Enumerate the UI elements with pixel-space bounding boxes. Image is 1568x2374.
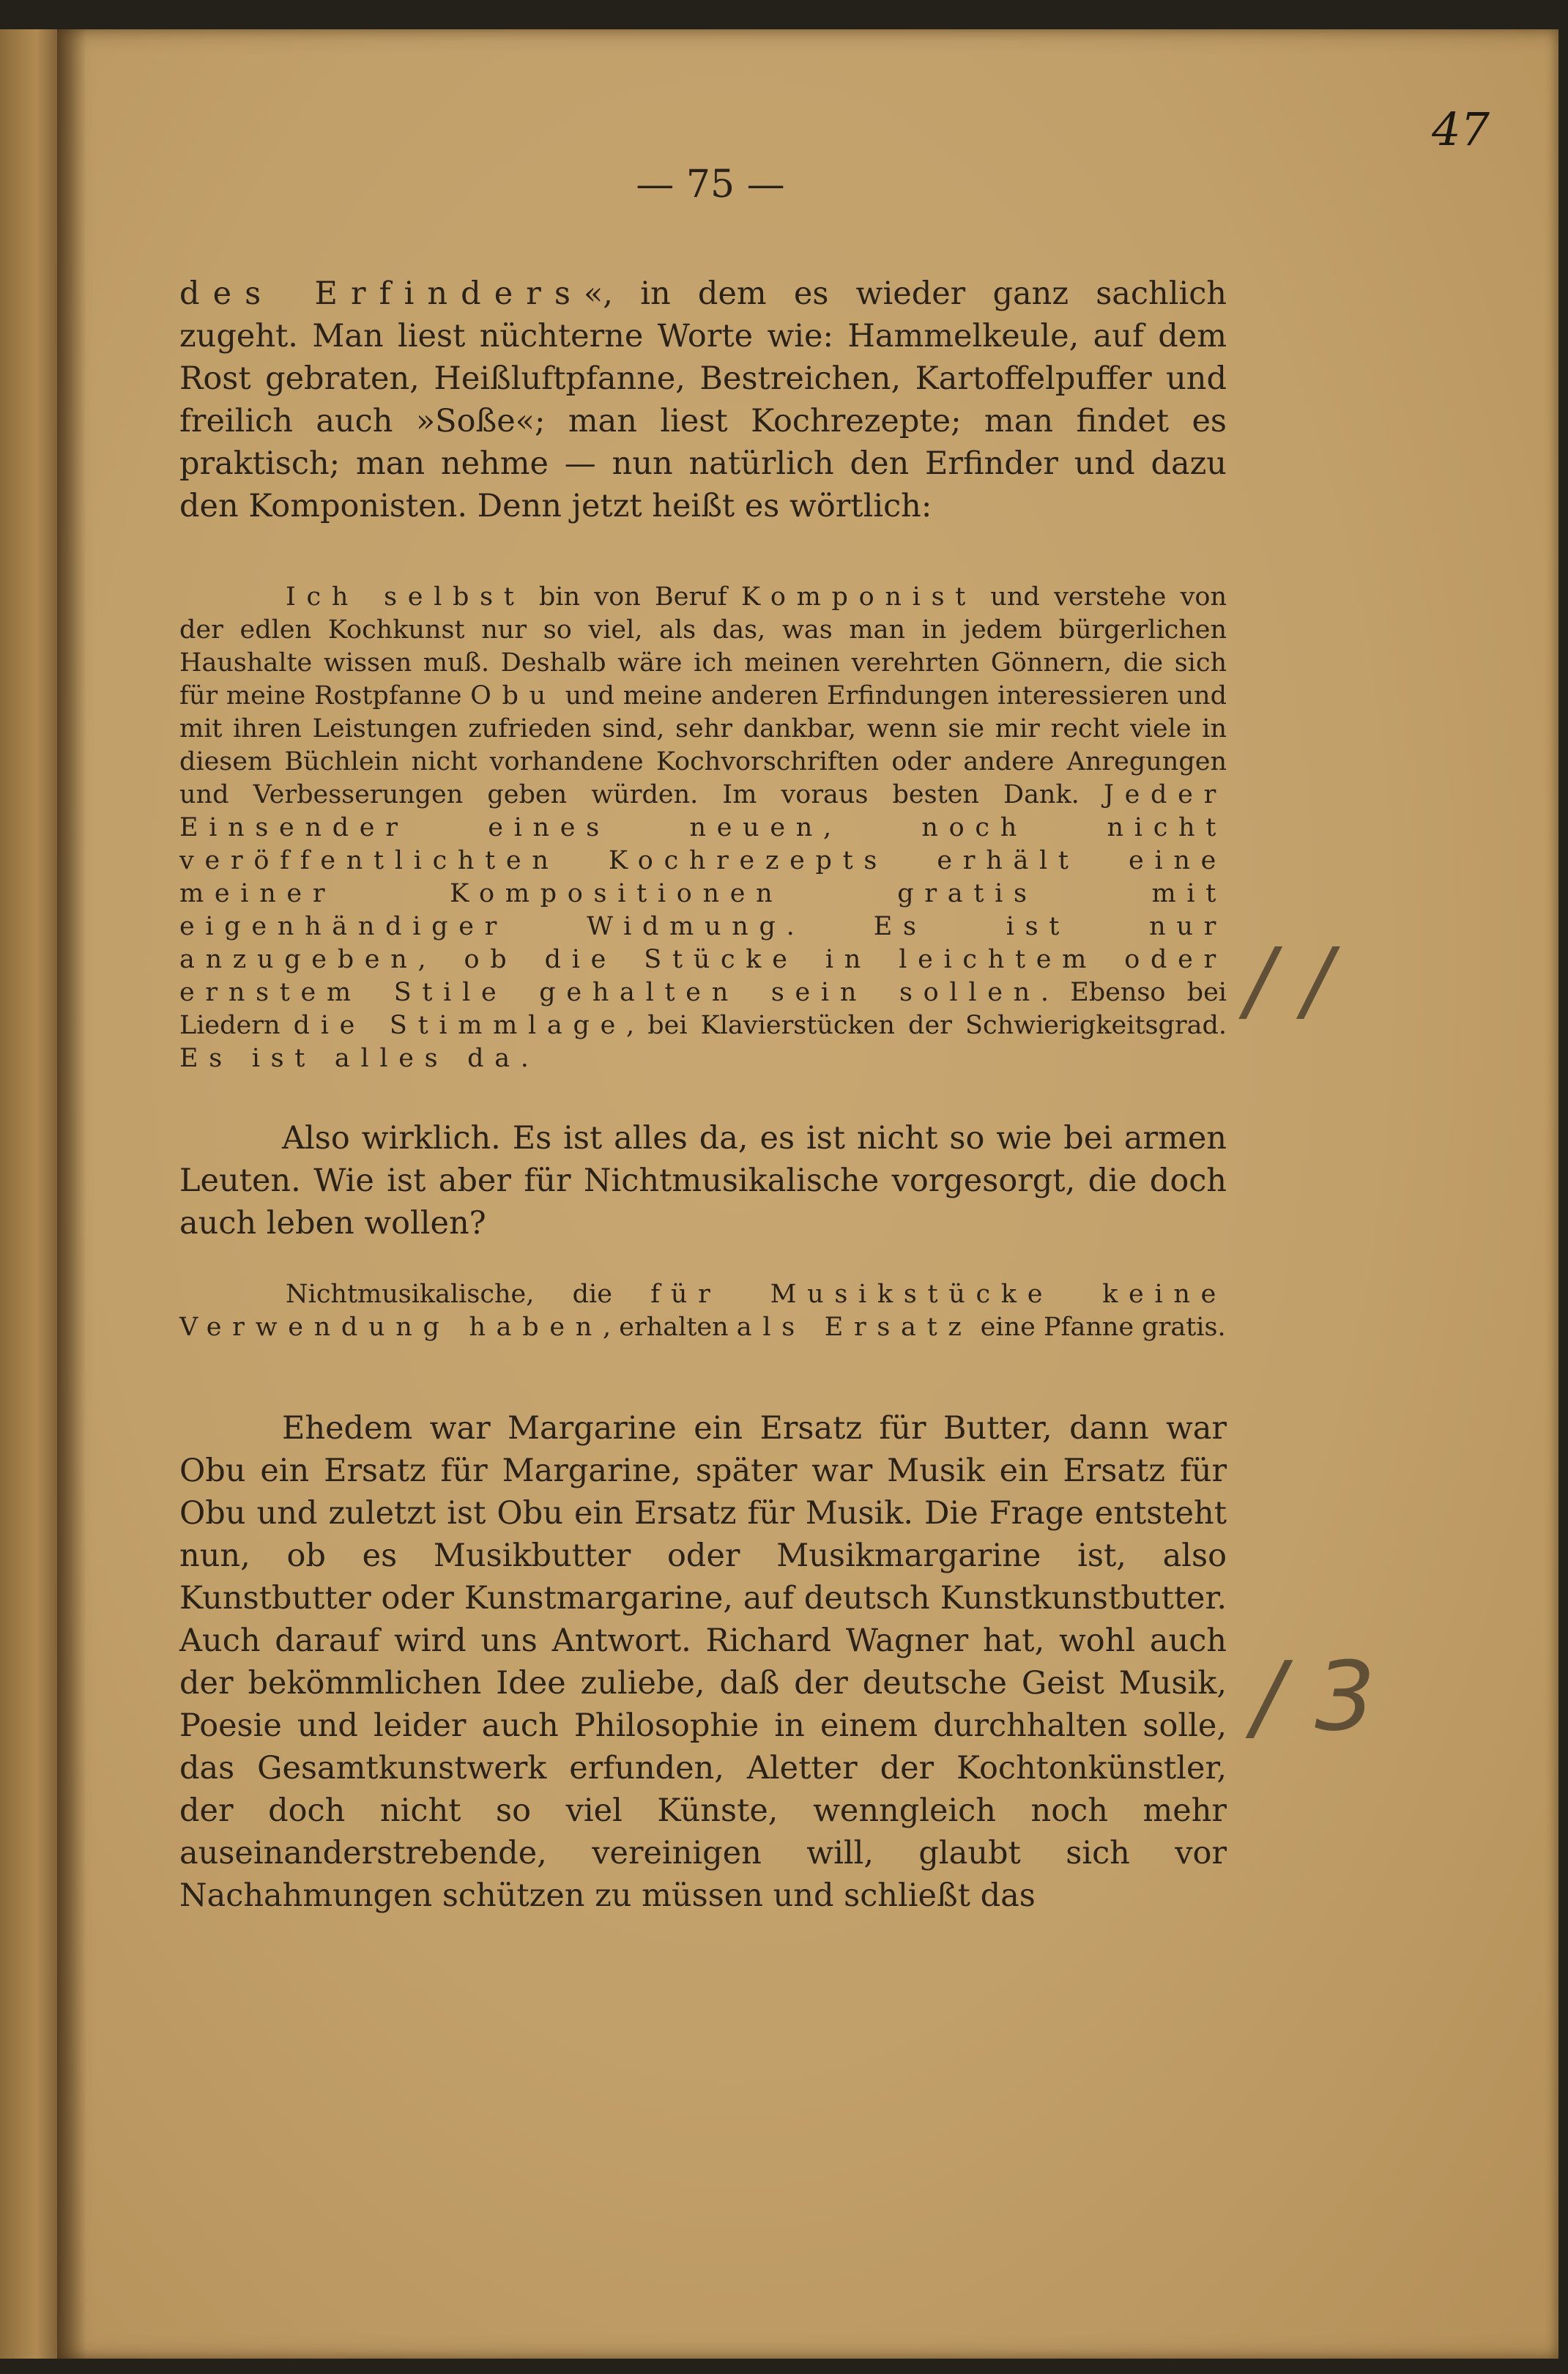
paragraph-also-wirklich: Also wirklich. Es ist alles da, es ist nicht so wie bei armen Leuten. Wie ist aber für Nichtmusikalische vorgesorgt, die doch auch leben wollen?	[179, 1120, 1227, 1242]
note-nichtmusikalische	[179, 1278, 1227, 1344]
quote-text-6: und meine anderen Erfindungen interessieren und mit ihren Leistungen zufrieden sind, sehr dankbar, wenn sie mir recht viele in diesem Büchlein nicht vorhandene Kochvorschriften oder andere Anregungen und Verbesserungen geben würden. Im voraus besten Dank.	[179, 681, 1227, 809]
quote-spaced-7: Jeder Einsender eines neuen, noch nicht veröffentlichten Kochrezepts erhält eine meiner Kompositionen gratis mit eigenhändiger Widmung.	[179, 780, 1227, 941]
intro-spaced-lead: des Erfinders	[179, 275, 584, 312]
quotation-block	[179, 581, 1227, 1075]
quote-text-12: , bei Klavierstücken der Schwierigkeitsgrad.	[626, 1011, 1227, 1040]
note-spaced-b: für Musikstücke keine Verwendung haben	[179, 1280, 1227, 1342]
spine-shadow	[57, 29, 86, 2359]
quote-spaced-9: Es ist nur anzugeben, ob die Stücke in leichtem oder ernstem Stile gehalten sein sollen	[179, 912, 1227, 1007]
intro-paragraph	[179, 272, 1227, 527]
pencil-margin-mark-1: / /	[1245, 930, 1333, 1032]
quote-spaced-3: Komponist	[740, 582, 976, 612]
quote-text-8	[805, 912, 873, 941]
quote-spaced-11: die Stimmlage	[293, 1011, 626, 1040]
quote-text-2: bin von Beruf	[524, 582, 741, 612]
quote-spaced-5: Obu	[470, 681, 557, 711]
archive-folio-mark: 47	[1432, 103, 1490, 156]
note-text-e: eine Pfanne gratis.	[972, 1313, 1226, 1342]
previous-page-edge	[0, 29, 66, 2359]
intro-text: «, in dem es wieder ganz sachlich zugeht. Man liest nüchterne Worte wie: Hammelkeule, auf dem Rost gebraten, Heißluftpfanne, Bestreichen, Kartoffelpuffer und freilich auch »Soße«; man liest Kochrezepte; man findet es praktisch; man nehme — nun natürlich den Erfinder und dazu den Komponisten. Denn jetzt heißt es wörtlich:	[179, 275, 1227, 524]
note-text-c: , erhalten	[603, 1313, 737, 1342]
page-number: — 75 —	[636, 163, 785, 207]
note-text-a: Nichtmusikalische, die	[286, 1280, 651, 1309]
quote-spaced-1: Ich selbst	[286, 582, 525, 612]
note-spaced-d: als Ersatz	[736, 1313, 973, 1342]
paragraph-ehedem: Ehedem war Margarine ein Ersatz für Butter, dann war Obu ein Ersatz für Margarine, später war Musik ein Ersatz für Obu und zuletzt ist Obu ein Ersatz für Musik. Die Frage entsteht nun, ob es Musikbutter oder Musikmargarine ist, also Kunstbutter oder Kunstmargarine, auf deutsch Kunstkunstbutter. Auch darauf wird uns Antwort. Richard Wagner hat, wohl auch der bekömmlichen Idee zuliebe, daß der deutsche Geist Musik, Poesie und leider auch Philosophie in einem durchhalten solle, das Gesamtkunstwerk erfunden, Aletter der Kochtonkünstler, der doch nicht so viel Künste, wenngleich noch mehr auseinanderstrebende, vereinigen will, glaubt sich vor Nachahmungen schützen zu müssen und schließt das	[179, 1410, 1227, 1914]
pencil-margin-mark-2: / 3	[1252, 1641, 1375, 1752]
quote-spaced-13: Es ist alles da.	[179, 1044, 540, 1073]
quote-text-4: und verstehe von der edlen Kochkunst nur so viel, als das, was man in jedem bürgerlichen Haushalte wissen muß. Deshalb wäre ich meinen verehrten Gönnern, die sich für meine Rostpfanne	[179, 582, 1227, 711]
quote-text-10: . Ebenso bei Liedern	[179, 978, 1227, 1040]
